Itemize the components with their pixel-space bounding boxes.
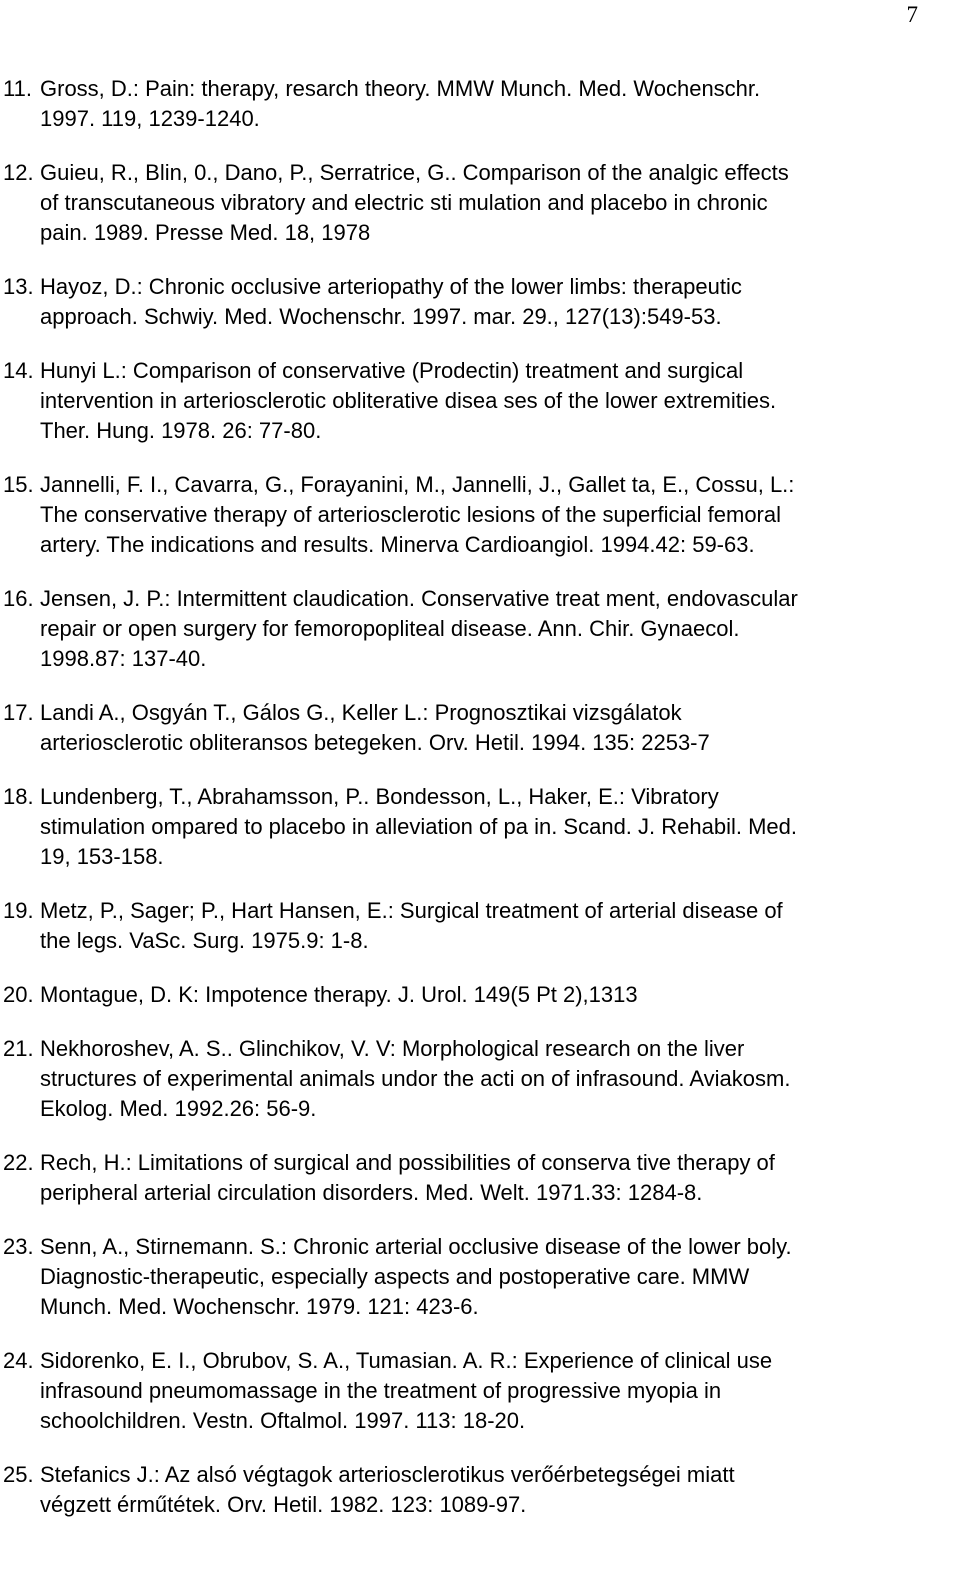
reference-text-line: végzett érműtétek. Orv. Hetil. 1982. 123: 1089-97. [40,1492,527,1517]
reference-text-line: Guieu, R., Blin, 0., Dano, P., Serratrice, G.. Comparison of the analgic effects [40,160,789,185]
reference-number: 24. [3,1348,34,1373]
reference-text-line: Stefanics J.: Az alsó végtagok arteriosclerotikus verőérbetegségei miatt [40,1462,735,1487]
reference-text-line: artery. The indications and results. Minerva Cardioangiol. 1994.42: 59-63. [40,532,755,557]
reference-number: 14. [3,358,34,383]
reference-number: 22. [3,1150,34,1175]
reference-item [0,1148,960,1208]
reference-text-line: Lundenberg, T., Abrahamsson, P.. Bondesson, L., Haker, E.: Vibratory [40,784,719,809]
reference-number: 20. [3,982,34,1007]
reference-item [0,74,960,134]
reference-item [0,698,960,758]
reference-list [0,74,960,1544]
reference-item [0,1460,960,1520]
reference-item [0,470,960,560]
reference-item [0,782,960,872]
reference-text-line: peripheral arterial circulation disorders. Med. Welt. 1971.33: 1284-8. [40,1180,703,1205]
reference-text-line: Landi A., Osgyán T., Gálos G., Keller L.: Prognosztikai vizsgálatok [40,700,682,725]
reference-number: 21. [3,1036,34,1061]
reference-item [0,1346,960,1436]
reference-text-line: repair or open surgery for femoropopliteal disease. Ann. Chir. Gynaecol. [40,616,740,641]
reference-number: 18. [3,784,34,809]
reference-item [0,158,960,248]
reference-text-line: 19, 153-158. [40,844,164,869]
reference-text-line: the legs. VaSc. Surg. 1975.9: 1-8. [40,928,369,953]
reference-text-line: Senn, A., Stirnemann. S.: Chronic arterial occlusive disease of the lower boly. [40,1234,792,1259]
reference-text-line: Hayoz, D.: Chronic occlusive arteriopathy of the lower limbs: therapeutic [40,274,742,299]
reference-item [0,896,960,956]
reference-text-line: arteriosclerotic obliteransos betegeken. Orv. Hetil. 1994. 135: 2253-7 [40,730,710,755]
reference-text-line: stimulation ompared to placebo in alleviation of pa in. Scand. J. Rehabil. Med. [40,814,797,839]
reference-text-line: of transcutaneous vibratory and electric sti mulation and placebo in chronic [40,190,768,215]
reference-number: 23. [3,1234,34,1259]
reference-text-line: Munch. Med. Wochenschr. 1979. 121: 423-6. [40,1294,479,1319]
reference-number: 12. [3,160,34,185]
reference-text-line: pain. 1989. Presse Med. 18, 1978 [40,220,371,245]
reference-number: 25. [3,1462,34,1487]
reference-number: 13. [3,274,34,299]
reference-item [0,356,960,446]
reference-text-line: Rech, H.: Limitations of surgical and possibilities of conserva tive therapy of [40,1150,775,1175]
reference-text-line: Metz, P., Sager; P., Hart Hansen, E.: Surgical treatment of arterial disease of [40,898,783,923]
reference-item [0,1232,960,1322]
reference-text-line: Ther. Hung. 1978. 26: 77-80. [40,418,322,443]
reference-text-line: Diagnostic-therapeutic, especially aspects and postoperative care. MMW [40,1264,750,1289]
reference-text-line: Hunyi L.: Comparison of conservative (Prodectin) treatment and surgical [40,358,744,383]
reference-text-line: infrasound pneumomassage in the treatment of progressive myopia in [40,1378,722,1403]
reference-text-line: Ekolog. Med. 1992.26: 56-9. [40,1096,317,1121]
reference-number: 11. [3,76,32,101]
reference-item [0,980,960,1010]
page-number: 7 [906,2,918,27]
reference-number: 16. [3,586,34,611]
reference-text-line: approach. Schwiy. Med. Wochenschr. 1997. mar. 29., 127(13):549-53. [40,304,722,329]
reference-number: 19. [3,898,34,923]
reference-item [0,584,960,674]
reference-text-line: Sidorenko, E. I., Obrubov, S. A., Tumasian. A. R.: Experience of clinical use [40,1348,773,1373]
reference-text-line: The conservative therapy of arteriosclerotic lesions of the superficial femoral [40,502,782,527]
reference-text-line: Gross, D.: Pain: therapy, resarch theory. MMW Munch. Med. Wochenschr. [40,76,761,101]
reference-text-line: schoolchildren. Vestn. Oftalmol. 1997. 113: 18-20. [40,1408,526,1433]
reference-number: 17. [3,700,34,725]
reference-number: 15. [3,472,34,497]
reference-text-line: Jannelli, F. I., Cavarra, G., Forayanini, M., Jannelli, J., Gallet ta, E., Cossu, L.: [40,472,795,497]
reference-item [0,1034,960,1124]
reference-text-line: intervention in arteriosclerotic obliterative disea ses of the lower extremities. [40,388,777,413]
reference-text-line: Jensen, J. P.: Intermittent claudication. Conservative treat ment, endovascular [40,586,798,611]
reference-text-line: 1997. 119, 1239-1240. [40,106,260,131]
reference-text-line: Montague, D. K: Impotence therapy. J. Urol. 149(5 Pt 2),1313 [40,982,638,1007]
reference-item [0,272,960,332]
reference-text-line: 1998.87: 137-40. [40,646,207,671]
reference-text-line: structures of experimental animals undor the acti on of infrasound. Aviakosm. [40,1066,791,1091]
reference-text-line: Nekhoroshev, A. S.. Glinchikov, V. V: Morphological research on the liver [40,1036,745,1061]
